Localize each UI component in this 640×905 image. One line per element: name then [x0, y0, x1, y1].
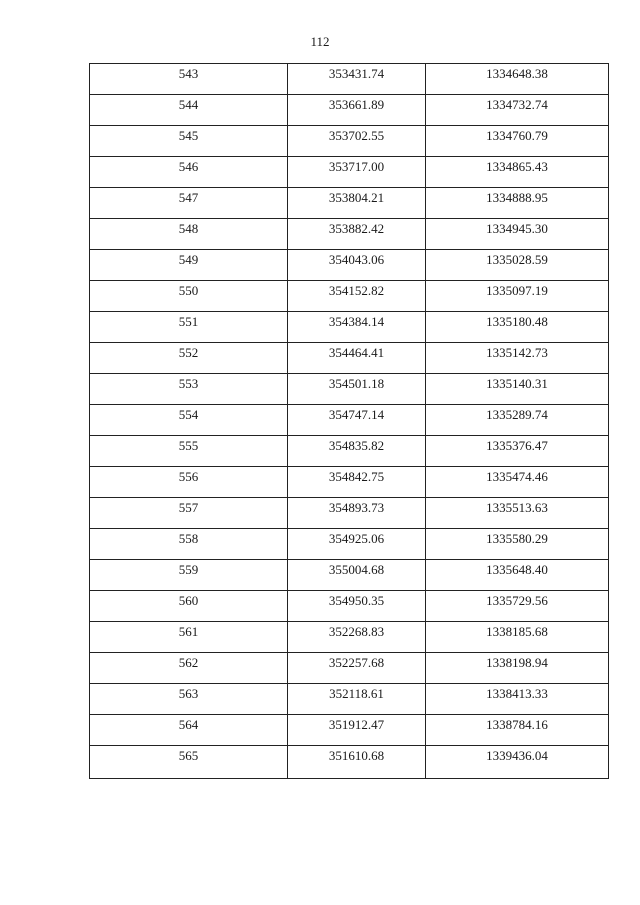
- table-row: [90, 746, 609, 779]
- coordinate-y-cell: 1334945.30: [426, 219, 609, 250]
- coordinate-x-cell: 352257.68: [288, 653, 426, 684]
- point-number-cell: 556: [90, 467, 288, 498]
- coordinate-y-cell: 1335729.56: [426, 591, 609, 622]
- table-row: [90, 312, 609, 343]
- coordinate-x-cell: 352118.61: [288, 684, 426, 715]
- coordinate-y-cell: 1334888.95: [426, 188, 609, 219]
- coordinate-x-cell: 353431.74: [288, 64, 426, 95]
- table-row: [90, 436, 609, 467]
- coordinate-x-cell: 354747.14: [288, 405, 426, 436]
- coordinate-y-cell: 1338784.16: [426, 715, 609, 746]
- point-number-cell: 552: [90, 343, 288, 374]
- coordinate-x-cell: 353804.21: [288, 188, 426, 219]
- coordinate-x-cell: 353661.89: [288, 95, 426, 126]
- point-number-cell: 550: [90, 281, 288, 312]
- coordinate-x-cell: 354893.73: [288, 498, 426, 529]
- coordinate-y-cell: 1334760.79: [426, 126, 609, 157]
- coordinate-x-cell: 351912.47: [288, 715, 426, 746]
- coordinates-table: [89, 63, 609, 779]
- coordinate-x-cell: 351610.68: [288, 746, 426, 779]
- coordinate-y-cell: 1338413.33: [426, 684, 609, 715]
- point-number-cell: 557: [90, 498, 288, 529]
- table-row: [90, 343, 609, 374]
- coordinate-y-cell: 1334865.43: [426, 157, 609, 188]
- table-row: [90, 126, 609, 157]
- coordinate-x-cell: 354464.41: [288, 343, 426, 374]
- coordinate-x-cell: 354950.35: [288, 591, 426, 622]
- table-row: [90, 188, 609, 219]
- point-number-cell: 549: [90, 250, 288, 281]
- coordinate-y-cell: 1335289.74: [426, 405, 609, 436]
- table-row: [90, 405, 609, 436]
- table-row: [90, 467, 609, 498]
- point-number-cell: 564: [90, 715, 288, 746]
- table-row: [90, 374, 609, 405]
- point-number-cell: 544: [90, 95, 288, 126]
- table-row: [90, 715, 609, 746]
- point-number-cell: 543: [90, 64, 288, 95]
- coordinate-x-cell: 355004.68: [288, 560, 426, 591]
- table-row: [90, 653, 609, 684]
- coordinate-x-cell: 354501.18: [288, 374, 426, 405]
- point-number-cell: 558: [90, 529, 288, 560]
- table-row: [90, 64, 609, 95]
- point-number-cell: 553: [90, 374, 288, 405]
- coordinate-y-cell: 1338185.68: [426, 622, 609, 653]
- table-row: [90, 529, 609, 560]
- coordinate-y-cell: 1335648.40: [426, 560, 609, 591]
- coordinate-x-cell: 354925.06: [288, 529, 426, 560]
- coordinate-y-cell: 1335513.63: [426, 498, 609, 529]
- point-number-cell: 565: [90, 746, 288, 779]
- table-body: [90, 64, 609, 779]
- table-row: [90, 281, 609, 312]
- page-number: 112: [310, 34, 330, 49]
- point-number-cell: 555: [90, 436, 288, 467]
- point-number-cell: 545: [90, 126, 288, 157]
- table-row: [90, 591, 609, 622]
- table-row: [90, 250, 609, 281]
- point-number-cell: 560: [90, 591, 288, 622]
- table-row: [90, 219, 609, 250]
- coordinate-x-cell: 353702.55: [288, 126, 426, 157]
- table-row: [90, 560, 609, 591]
- coordinate-x-cell: 353717.00: [288, 157, 426, 188]
- coordinate-y-cell: 1335097.19: [426, 281, 609, 312]
- coordinate-y-cell: 1335580.29: [426, 529, 609, 560]
- table-row: [90, 622, 609, 653]
- coordinate-y-cell: 1334732.74: [426, 95, 609, 126]
- point-number-cell: 548: [90, 219, 288, 250]
- coordinate-x-cell: 354842.75: [288, 467, 426, 498]
- coordinate-y-cell: 1335180.48: [426, 312, 609, 343]
- point-number-cell: 554: [90, 405, 288, 436]
- point-number-cell: 551: [90, 312, 288, 343]
- coordinate-y-cell: 1335376.47: [426, 436, 609, 467]
- table-row: [90, 95, 609, 126]
- point-number-cell: 563: [90, 684, 288, 715]
- coordinate-x-cell: 354152.82: [288, 281, 426, 312]
- coordinate-x-cell: 353882.42: [288, 219, 426, 250]
- table-row: [90, 157, 609, 188]
- point-number-cell: 547: [90, 188, 288, 219]
- coordinate-y-cell: 1335474.46: [426, 467, 609, 498]
- table-row: [90, 684, 609, 715]
- table-row: [90, 498, 609, 529]
- coordinate-x-cell: 354384.14: [288, 312, 426, 343]
- point-number-cell: 562: [90, 653, 288, 684]
- coordinate-y-cell: 1339436.04: [426, 746, 609, 779]
- coordinate-y-cell: 1334648.38: [426, 64, 609, 95]
- coordinate-y-cell: 1335028.59: [426, 250, 609, 281]
- coordinate-y-cell: 1335142.73: [426, 343, 609, 374]
- point-number-cell: 561: [90, 622, 288, 653]
- coordinate-x-cell: 354043.06: [288, 250, 426, 281]
- coordinate-y-cell: 1335140.31: [426, 374, 609, 405]
- coordinate-x-cell: 352268.83: [288, 622, 426, 653]
- coordinate-x-cell: 354835.82: [288, 436, 426, 467]
- point-number-cell: 559: [90, 560, 288, 591]
- point-number-cell: 546: [90, 157, 288, 188]
- coordinate-y-cell: 1338198.94: [426, 653, 609, 684]
